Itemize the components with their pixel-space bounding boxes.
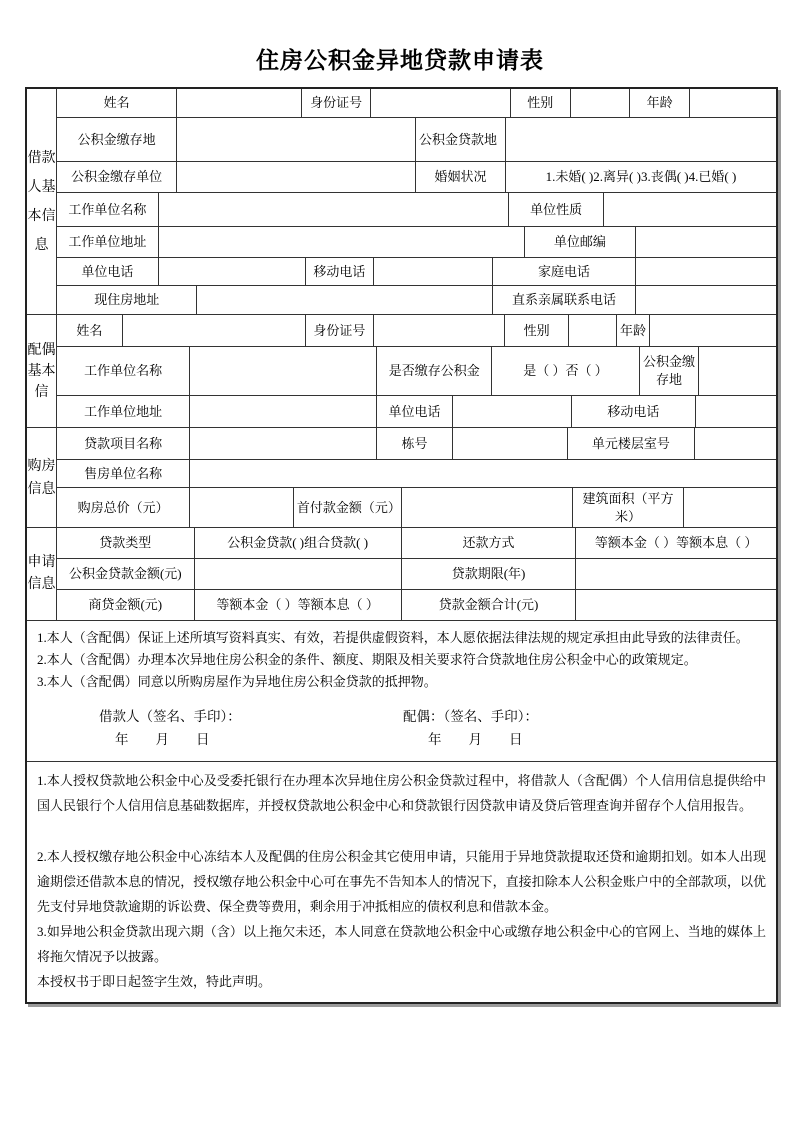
application-fund-amount-label: 公积金贷款金额(元) bbox=[68, 566, 182, 582]
borrower-deposit-unit-label: 公积金缴存单位 bbox=[71, 169, 163, 185]
borrower-loan-place-value bbox=[505, 118, 776, 161]
spouse-section-label: 配偶基本信 bbox=[27, 315, 57, 427]
spouse-name-label: 姓名 bbox=[76, 322, 103, 338]
borrower-id-label: 身份证号 bbox=[301, 89, 371, 117]
spouse-signature-area bbox=[403, 707, 766, 753]
spouse-unit-phone-value bbox=[452, 396, 571, 427]
application-commercial-amount-label: 商贷金额(元) bbox=[88, 597, 163, 613]
section-spouse bbox=[27, 314, 776, 427]
borrower-unit-zip-value bbox=[635, 227, 776, 257]
borrower-age-value bbox=[689, 89, 776, 117]
spouse-work-addr-value bbox=[189, 396, 376, 427]
borrower-signature-date: 年 月 日 bbox=[115, 732, 210, 748]
spouse-mobile-label: 移动电话 bbox=[571, 396, 695, 427]
spouse-has-fund-label: 是否缴存公积金 bbox=[376, 347, 491, 395]
borrower-home-phone-value bbox=[635, 258, 776, 285]
borrower-deposit-place-label: 公积金缴存地 bbox=[77, 131, 156, 147]
spouse-work-unit-value bbox=[189, 347, 376, 395]
spouse-deposit-place-value bbox=[698, 347, 776, 395]
borrower-unit-zip-label: 单位邮编 bbox=[524, 227, 635, 257]
application-section-label: 申请信息 bbox=[27, 528, 57, 620]
house-project-value bbox=[189, 428, 376, 459]
spouse-age-value bbox=[649, 315, 776, 346]
borrower-signature-label: 借款人（签名、手印）： bbox=[99, 709, 241, 725]
house-building-label: 栋号 bbox=[376, 428, 451, 459]
borrower-relative-phone-label: 直系亲属联系电话 bbox=[492, 286, 635, 314]
declaration-item-2: 2.本人（含配偶）办理本次异地住房公积金的条件、额度、期限及相关要求符合贷款地住房公积金中心的政策规定。 bbox=[37, 652, 697, 668]
borrower-work-unit-label: 工作单位名称 bbox=[68, 201, 147, 217]
spouse-id-label: 身份证号 bbox=[305, 315, 373, 346]
spouse-has-fund-options: 是（ ）否（ ） bbox=[491, 347, 638, 395]
application-row-commercial bbox=[57, 589, 776, 620]
borrower-row-identity bbox=[57, 89, 776, 117]
spouse-gender-label: 性别 bbox=[504, 315, 568, 346]
house-row-price bbox=[57, 487, 776, 527]
application-loan-type-options: 公积金贷款( )组合贷款( ) bbox=[194, 528, 401, 558]
borrower-current-addr-value bbox=[196, 286, 492, 314]
spouse-id-value bbox=[373, 315, 505, 346]
application-loan-type-label: 贷款类型 bbox=[99, 535, 152, 551]
house-section-label: 购房信息 bbox=[27, 428, 57, 527]
application-term-value bbox=[575, 559, 776, 589]
borrower-unit-type-value bbox=[603, 193, 776, 226]
borrower-signature-area bbox=[37, 707, 403, 753]
authorization-item-3: 3.如异地公积金贷款出现六期（含）以上拖欠未还，本人同意在贷款地公积金中心或缴存地公积金中心的官网上、当地的媒体上将拖欠情况予以披露。 bbox=[37, 924, 766, 965]
application-total-amount-label: 贷款金额合计(元) bbox=[401, 590, 576, 620]
house-row-project bbox=[57, 428, 776, 459]
application-row-loan-type bbox=[57, 528, 776, 558]
spouse-row-work-addr bbox=[57, 395, 776, 427]
page-title: 住房公积金异地贷款申请表 bbox=[256, 47, 544, 73]
borrower-marital-options: 1.未婚( )2.离异( )3.丧偶( )4.已婚( ) bbox=[505, 162, 776, 192]
spouse-name-value bbox=[122, 315, 305, 346]
declaration-block bbox=[27, 620, 776, 761]
borrower-unit-phone-value bbox=[158, 258, 305, 285]
application-row-fund-amount bbox=[57, 558, 776, 589]
borrower-work-addr-label: 工作单位地址 bbox=[68, 234, 147, 250]
authorization-item-1: 1.本人授权贷款地公积金中心及受委托银行在办理本次异地住房公积金贷款过程中，将借款人（含配偶）个人信用信息提供给中国人民银行个人信用信息基础数据库，并授权贷款地公积金中心和贷款银行因贷款申请及贷后管理查询并留存个人信用报告。 bbox=[37, 773, 766, 814]
house-down-payment-label: 首付款金额（元） bbox=[293, 488, 401, 527]
spouse-signature-date: 年 月 日 bbox=[428, 732, 523, 748]
spouse-deposit-place-label: 公积金缴存地 bbox=[639, 347, 699, 395]
borrower-mobile-value bbox=[373, 258, 492, 285]
authorization-block bbox=[27, 761, 776, 1002]
spouse-age-label: 年龄 bbox=[616, 315, 650, 346]
spouse-unit-phone-label: 单位电话 bbox=[376, 396, 451, 427]
borrower-deposit-place-value bbox=[176, 118, 415, 161]
section-borrower bbox=[27, 89, 776, 314]
authorization-footer: 本授权书于即日起签字生效，特此声明。 bbox=[37, 974, 272, 990]
borrower-work-unit-value bbox=[158, 193, 508, 226]
spouse-gender-value bbox=[568, 315, 615, 346]
borrower-row-current-addr bbox=[57, 285, 776, 314]
borrower-name-value bbox=[176, 89, 300, 117]
borrower-id-value bbox=[370, 89, 509, 117]
borrower-current-addr-label: 现住房地址 bbox=[94, 292, 160, 308]
borrower-age-label: 年龄 bbox=[629, 89, 689, 117]
borrower-row-work-unit bbox=[57, 192, 776, 226]
house-area-label: 建筑面积（平方米） bbox=[572, 488, 683, 527]
application-repay-options: 等额本金（ ）等额本息（ ） bbox=[575, 528, 776, 558]
borrower-name-label: 姓名 bbox=[103, 95, 130, 111]
application-form-table bbox=[25, 87, 778, 1004]
borrower-unit-type-label: 单位性质 bbox=[508, 193, 604, 226]
borrower-work-addr-value bbox=[158, 227, 524, 257]
borrower-row-deposit-unit bbox=[57, 161, 776, 192]
house-area-value bbox=[683, 488, 776, 527]
borrower-mobile-label: 移动电话 bbox=[305, 258, 373, 285]
house-project-label: 贷款项目名称 bbox=[84, 435, 163, 451]
house-total-price-value bbox=[189, 488, 293, 527]
section-application bbox=[27, 527, 776, 620]
borrower-row-work-addr bbox=[57, 226, 776, 257]
authorization-item-2: 2.本人授权缴存地公积金中心冻结本人及配偶的住房公积金其它使用申请，只能用于异地贷款提取还贷和逾期扣划。如本人出现逾期偿还借款本息的情况，授权缴存地公积金中心可在事先不告知本人的情况下，直接扣除本人公积金账户中的全部款项，以优先支付异地贷款逾期的诉讼费、保全费等费用，剩余用于冲抵相应的债权利息和借款本金。 bbox=[37, 849, 766, 915]
house-unit-room-value bbox=[694, 428, 776, 459]
application-total-amount-value bbox=[575, 590, 776, 620]
borrower-row-phones bbox=[57, 257, 776, 285]
house-seller-label: 售房单位名称 bbox=[84, 465, 163, 481]
house-total-price-label: 购房总价（元） bbox=[77, 499, 169, 515]
section-house bbox=[27, 427, 776, 527]
house-row-seller bbox=[57, 459, 776, 487]
spouse-work-addr-label: 工作单位地址 bbox=[84, 403, 163, 419]
house-unit-room-label: 单元楼层室号 bbox=[567, 428, 694, 459]
declaration-item-1: 1.本人（含配偶）保证上述所填写资料真实、有效，若提供虚假资料，本人愿依据法律法规的规定承担由此导致的法律责任。 bbox=[37, 630, 749, 646]
application-commercial-repay-options: 等额本金（ ）等额本息（ ） bbox=[194, 590, 401, 620]
spouse-signature-label: 配偶：（签名、手印）： bbox=[403, 709, 538, 725]
borrower-marital-label: 婚姻状况 bbox=[415, 162, 505, 192]
borrower-deposit-unit-value bbox=[176, 162, 415, 192]
application-term-label: 贷款期限(年) bbox=[401, 559, 576, 589]
declaration-item-3: 3.本人（含配偶）同意以所购房屋作为异地住房公积金贷款的抵押物。 bbox=[37, 674, 437, 690]
application-repay-method-label: 还款方式 bbox=[401, 528, 576, 558]
house-down-payment-value bbox=[401, 488, 572, 527]
spouse-work-unit-label: 工作单位名称 bbox=[84, 363, 163, 379]
borrower-gender-value bbox=[570, 89, 630, 117]
borrower-gender-label: 性别 bbox=[510, 89, 570, 117]
spouse-row-work-unit bbox=[57, 346, 776, 395]
house-building-value bbox=[452, 428, 567, 459]
borrower-section-label: 借款人基本信息 bbox=[27, 89, 57, 314]
borrower-loan-place-label: 公积金贷款地 bbox=[415, 118, 505, 161]
house-seller-value bbox=[189, 460, 776, 487]
borrower-row-fund-places bbox=[57, 117, 776, 161]
application-fund-amount-value bbox=[194, 559, 401, 589]
spouse-mobile-value bbox=[695, 396, 776, 427]
borrower-unit-phone-label: 单位电话 bbox=[81, 263, 134, 279]
signature-row bbox=[37, 707, 766, 753]
borrower-home-phone-label: 家庭电话 bbox=[492, 258, 635, 285]
spouse-row-identity bbox=[57, 315, 776, 346]
borrower-relative-phone-value bbox=[635, 286, 776, 314]
